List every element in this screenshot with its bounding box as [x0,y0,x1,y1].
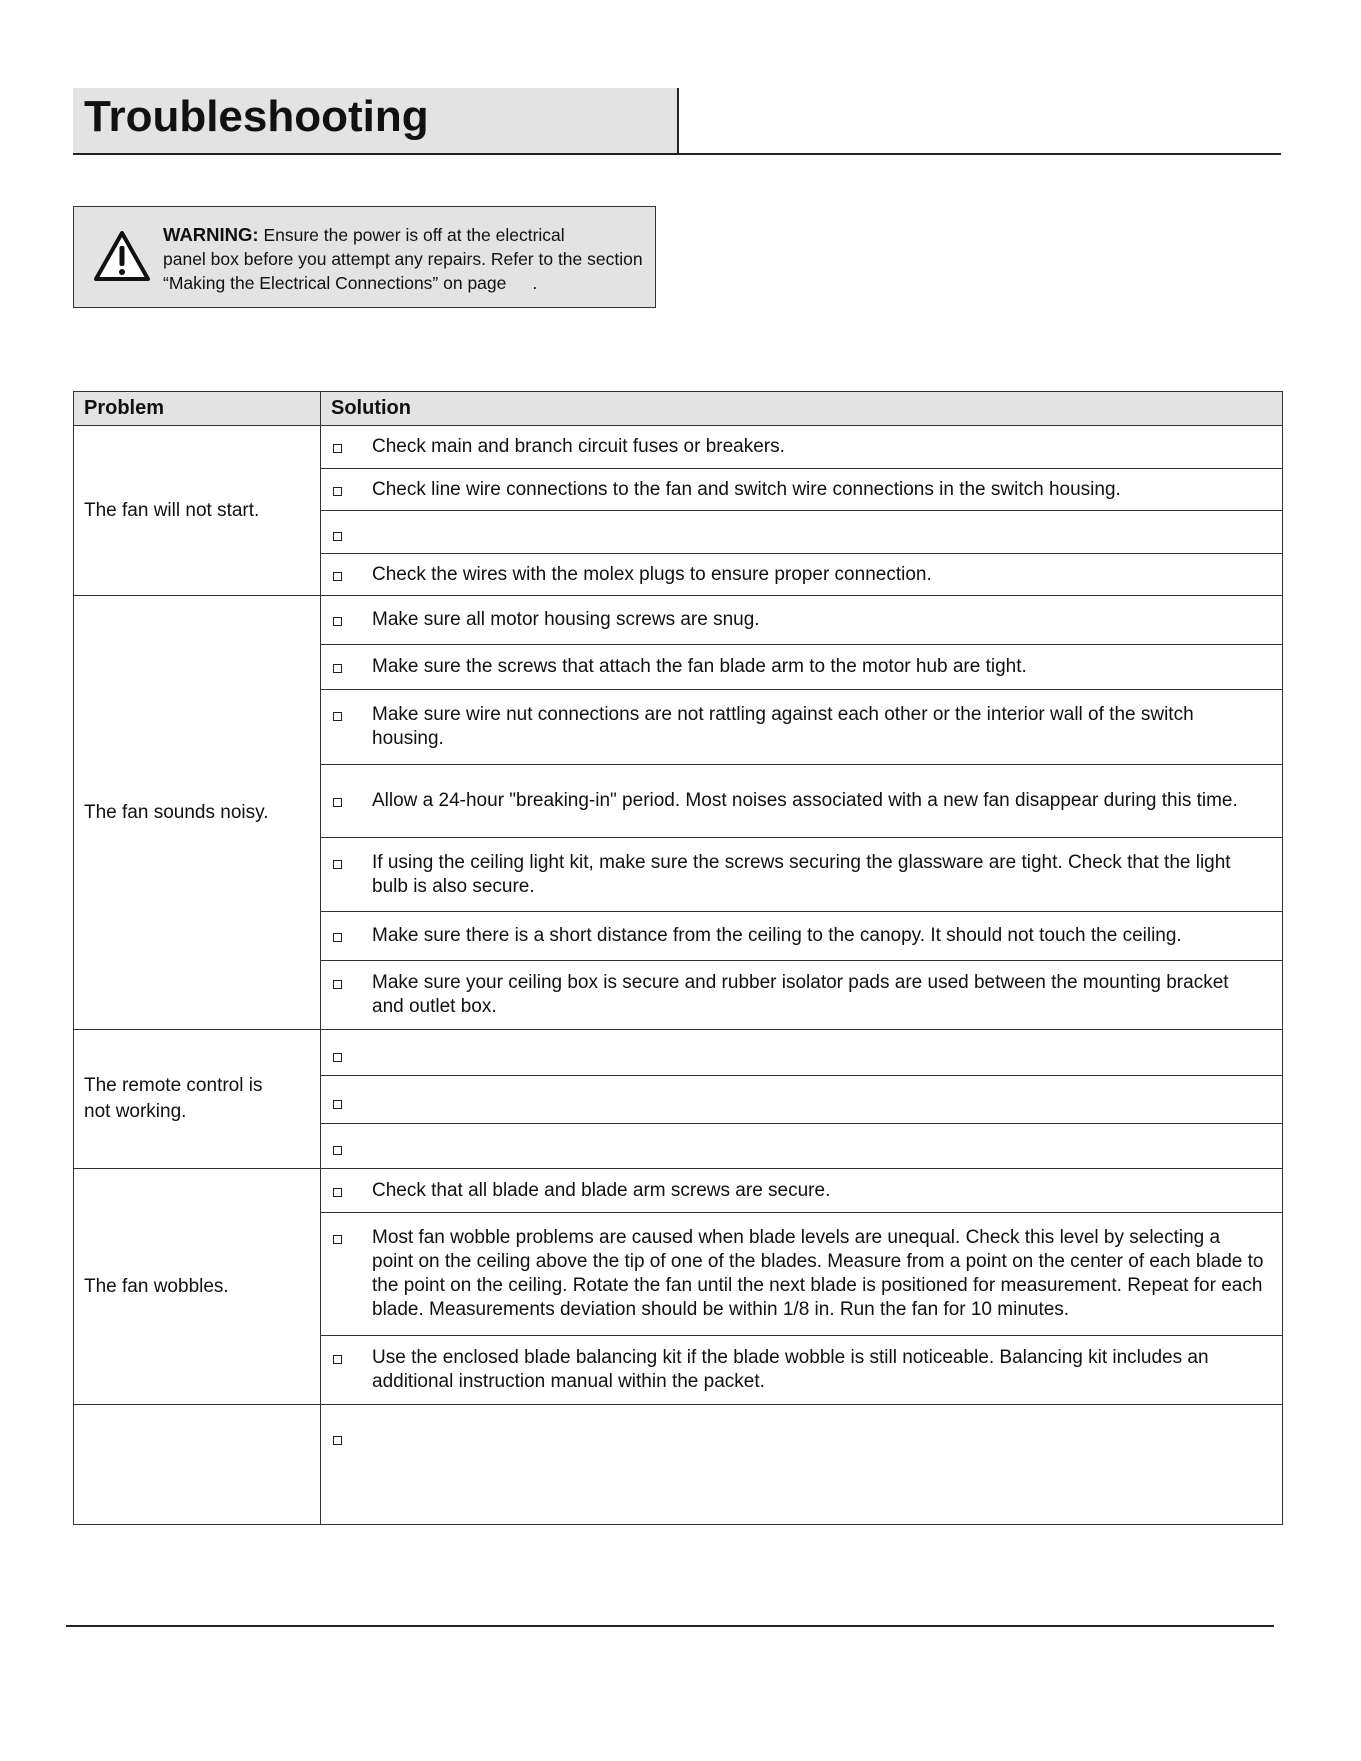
checkbox-icon [333,1146,342,1155]
table-row [74,596,1283,645]
column-header-problem: Problem [74,392,321,426]
solution-cell: Check main and branch circuit fuses or breakers. [321,426,1283,469]
checkbox-icon [333,1355,342,1364]
checkbox-icon [333,572,342,581]
checkbox-icon [333,1235,342,1244]
solution-cell: Check the wires with the molex plugs to ensure proper connection. [321,554,1283,596]
table-row [74,1169,1283,1213]
solution-cell: Make sure wire nut connections are not rattling against each other or the interior wall of the switch housing. [321,690,1283,765]
checkbox-icon [333,664,342,673]
checkbox-icon [333,1100,342,1109]
checkbox-icon [333,444,342,453]
checkbox-icon [333,487,342,496]
solution-cell: If using the ceiling light kit, make sure the screws securing the glassware are tight. Check that the light bulb is also secure. [321,838,1283,912]
table-header-row [74,392,1283,426]
header-rule [73,153,1281,155]
checkbox-icon [333,1188,342,1197]
checkbox-icon [333,933,342,942]
warning-line-3: “Making the Electrical Connections” on page [163,273,507,293]
warning-text [163,223,653,295]
warning-box [73,206,656,308]
solution-cell: Check that all blade and blade arm screws are secure. [321,1169,1283,1213]
solution-cell [321,1076,1283,1124]
problem-cell: The fan wobbles. [74,1169,321,1405]
warning-line-1: Ensure the power is off at the electrical [263,225,565,245]
checkbox-icon [333,1436,342,1445]
checkbox-icon [333,860,342,869]
troubleshooting-table [73,391,1283,1525]
warning-label: WARNING: [163,224,259,245]
table-row [74,426,1283,469]
problem-cell: The fan sounds noisy. [74,596,321,1030]
page-title: Troubleshooting [84,92,429,141]
checkbox-icon [333,532,342,541]
table-row [74,1030,1283,1076]
solution-cell [321,511,1283,554]
solution-cell: Make sure all motor housing screws are snug. [321,596,1283,645]
solution-cell [321,1405,1283,1525]
solution-cell: Check line wire connections to the fan and switch wire connections in the switch housing. [321,469,1283,511]
column-header-solution: Solution [321,392,1283,426]
footer-rule [66,1625,1274,1627]
checkbox-icon [333,617,342,626]
table-row [74,1405,1283,1525]
warning-triangle-icon [92,229,152,283]
solution-cell [321,1030,1283,1076]
checkbox-icon [333,712,342,721]
solution-cell: Use the enclosed blade balancing kit if the blade wobble is still noticeable. Balancing kit includes an additional instruction manual within the packet. [321,1336,1283,1405]
warning-line-3-end: . [532,273,538,293]
solution-cell: Allow a 24-hour "breaking-in" period. Most noises associated with a new fan disappear during this time. [321,765,1283,838]
warning-line-2: panel box before you attempt any repairs. Refer to the section [163,249,643,269]
solution-cell: Most fan wobble problems are caused when blade levels are unequal. Check this level by selecting a point on the ceiling above the tip of one of the blades. Measure from a point on the center of each blade to the point on the ceiling. Rotate the fan until the next blade is positioned for measurement. Repeat for each blade. Measurements deviation should be within 1/8 in. Run the fan for 10 minutes. [321,1213,1283,1336]
solution-cell: Make sure your ceiling box is secure and rubber isolator pads are used between the mounting bracket and outlet box. [321,961,1283,1030]
problem-cell [74,1405,321,1525]
checkbox-icon [333,1053,342,1062]
solution-cell: Make sure the screws that attach the fan blade arm to the motor hub are tight. [321,645,1283,690]
problem-cell: The remote control is not working. [74,1030,321,1169]
checkbox-icon [333,798,342,807]
solution-cell: Make sure there is a short distance from the ceiling to the canopy. It should not touch the ceiling. [321,912,1283,961]
solution-cell [321,1124,1283,1169]
header-divider [677,88,679,154]
checkbox-icon [333,980,342,989]
problem-cell: The fan will not start. [74,426,321,596]
